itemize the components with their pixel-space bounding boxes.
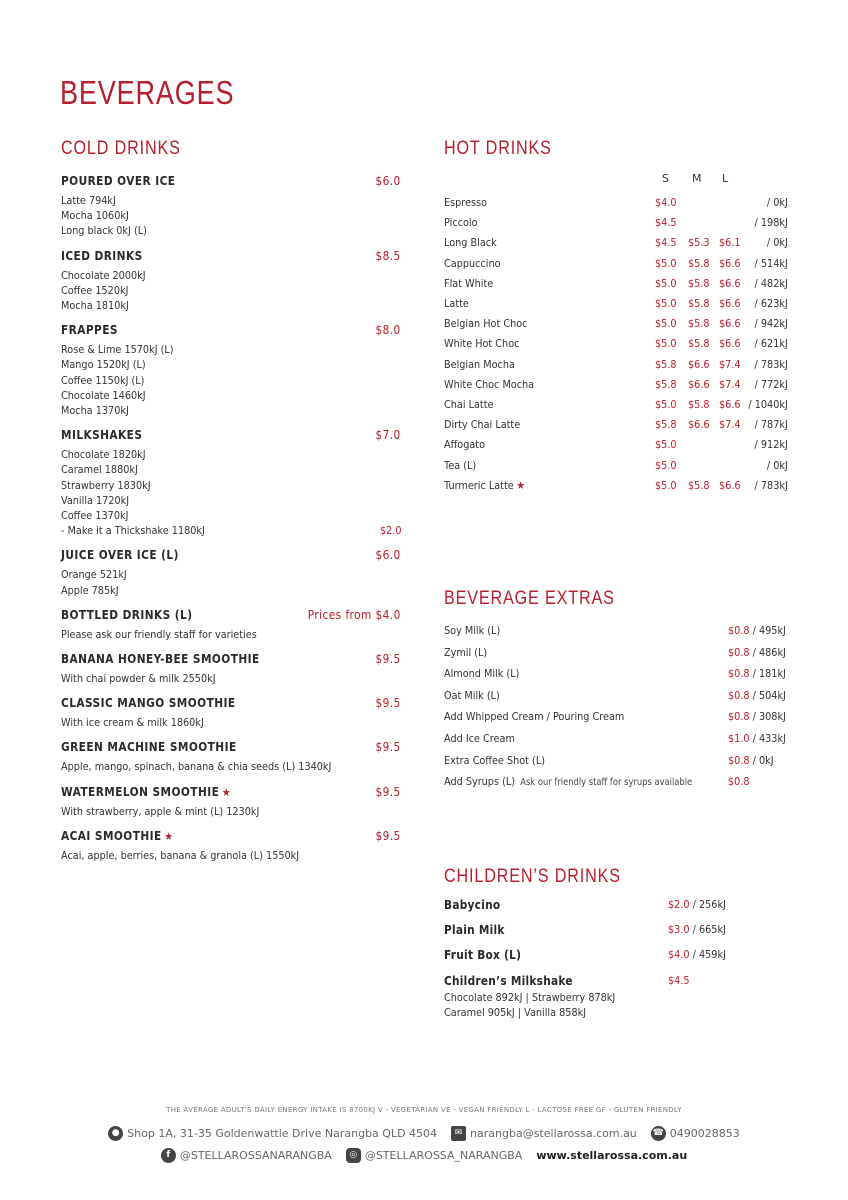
extra-name: [444, 750, 545, 771]
price-s: $5.0: [655, 317, 677, 331]
cold-drink-price: Prices from $4.0: [307, 607, 401, 622]
table-row: [444, 355, 804, 375]
item-text: Latte 794kJ: [61, 194, 116, 207]
item-text: With chai powder & milk 2550kJ: [61, 672, 216, 686]
hot-drink-label: Tea (L): [444, 458, 477, 472]
list-item: [61, 715, 401, 730]
address-item: [108, 1126, 437, 1141]
website-link[interactable]: www.stellarossa.com.au: [536, 1148, 688, 1162]
list-item: [61, 223, 401, 238]
hot-drink-name: [444, 193, 487, 213]
price-s: $5.0: [655, 478, 677, 492]
table-row: [444, 193, 804, 213]
kids-drink-name: Babycino: [444, 898, 501, 912]
cold-drink-name: GREEN MACHINE SMOOTHIE: [61, 740, 237, 755]
hot-drink-name: [444, 233, 497, 253]
hot-drink-name: [444, 435, 485, 455]
energy-value: / 772kJ: [754, 377, 788, 391]
kids-drink-price: [668, 948, 726, 961]
cold-drink-items: [61, 848, 401, 863]
cold-drink-name: FRAPPES: [61, 323, 118, 338]
cold-drink-price: $7.0: [375, 428, 401, 443]
list-item: [61, 283, 401, 298]
cold-drink-header: [61, 650, 401, 669]
cold-drink-header: [61, 606, 401, 625]
facebook-item[interactable]: [161, 1148, 332, 1163]
energy-value: / 181kJ: [749, 667, 786, 681]
item-text: Caramel 1880kJ: [61, 463, 138, 477]
cold-drink-name: BANANA HONEY-BEE SMOOTHIE: [61, 652, 260, 667]
price-m: $5.8: [688, 276, 710, 290]
email-text[interactable]: narangba@stellarossa.com.au: [470, 1126, 637, 1140]
price-value: $0.8: [728, 753, 750, 767]
energy-value: / 308kJ: [749, 710, 786, 724]
price-value: $0.8: [728, 775, 750, 789]
price-s: $5.8: [655, 357, 677, 371]
extra-label: Soy Milk (L): [444, 624, 501, 637]
price-l: $6.6: [719, 478, 741, 492]
cold-drink-name: BOTTLED DRINKS (L): [61, 607, 193, 622]
cold-drink-group: [61, 783, 401, 819]
cold-drink-header: [61, 426, 401, 445]
cold-drink-items: [61, 759, 401, 774]
cold-drink-price: $9.5: [375, 652, 401, 667]
cold-drink-header: [61, 694, 401, 713]
list-item: [61, 447, 401, 462]
extra-price: [728, 620, 786, 641]
item-text: Rose & Lime 1570kJ (L): [61, 343, 174, 357]
energy-value: / 665kJ: [689, 923, 726, 936]
price-m: $5.8: [688, 256, 710, 270]
cold-drink-price: $9.5: [375, 696, 401, 711]
cold-drinks-title: COLD DRINKS: [61, 138, 181, 159]
hot-drink-name: [444, 476, 525, 496]
list-item: [61, 567, 401, 582]
hot-drink-label: Cappuccino: [444, 256, 501, 270]
size-label: M: [692, 172, 702, 185]
item-text: Coffee 1520kJ: [61, 283, 129, 297]
extra-price: [728, 685, 786, 706]
list-item: [61, 462, 401, 477]
item-text: Apple, mango, spinach, banana & chia seeds (L) 1340kJ: [61, 760, 332, 774]
item-text: Mango 1520kJ (L): [61, 358, 146, 372]
extra-price: [728, 750, 774, 771]
hot-drink-name: [444, 314, 527, 334]
table-row: [444, 642, 804, 663]
cold-drink-price: $9.5: [375, 740, 401, 755]
cold-drink-header: [61, 247, 401, 266]
cold-drink-group: [61, 426, 401, 538]
table-row: [444, 274, 804, 294]
price-value: $0.8: [728, 688, 750, 702]
list-item: [61, 478, 401, 493]
list-item: [61, 848, 401, 863]
facebook-text[interactable]: @STELLAROSSANARANGBA: [179, 1148, 332, 1162]
cold-drink-header: [61, 321, 401, 340]
item-text: Vanilla 1720kJ: [61, 493, 130, 507]
item-text: Chocolate 2000kJ: [61, 268, 146, 282]
price-m: $6.6: [688, 418, 710, 432]
cold-drink-group: [61, 738, 401, 774]
cold-drink-items: [61, 804, 401, 819]
list-item: [61, 493, 401, 508]
cold-drink-name: ACAI SMOOTHIE ★: [61, 828, 174, 843]
table-row: [444, 254, 804, 274]
kids-drink-name: Fruit Box (L): [444, 948, 522, 962]
item-text: Chocolate 1460kJ: [61, 388, 146, 402]
price-s: $4.5: [655, 216, 677, 230]
cold-drink-name: MILKSHAKES: [61, 428, 143, 443]
list-item: [61, 508, 401, 523]
energy-value: / 621kJ: [754, 337, 788, 351]
price-m: $6.6: [688, 377, 710, 391]
price-s: $5.0: [655, 276, 677, 290]
energy-value: / 0kJ: [767, 236, 788, 250]
cold-drink-group: [61, 172, 401, 239]
table-row: [444, 771, 804, 792]
kids-drink-name: Plain Milk: [444, 923, 505, 937]
price-value: $0.8: [728, 710, 750, 724]
hot-drink-label: Belgian Hot Choc: [444, 317, 528, 331]
cold-drink-items: [61, 268, 401, 314]
price-value: $1.0: [728, 732, 750, 745]
hot-drink-name: [444, 213, 477, 233]
item-text: Mocha 1060kJ: [61, 209, 129, 223]
hot-drink-name: [444, 294, 469, 314]
price-l: $6.6: [719, 317, 741, 331]
instagram-text[interactable]: @STELLAROSSA_NARANGBA: [364, 1148, 523, 1162]
extra-name: [444, 706, 624, 727]
cold-drink-header: [61, 738, 401, 757]
hot-drink-name: [444, 456, 476, 476]
cold-drink-price: $9.5: [375, 828, 401, 843]
cold-drink-price: $6.0: [375, 548, 401, 563]
cold-drink-name: POURED OVER ICE: [61, 174, 176, 188]
cold-drink-group: [61, 694, 401, 730]
cold-drink-header: [61, 546, 401, 565]
table-row: [444, 663, 804, 684]
cold-drink-group: [61, 247, 401, 314]
table-row: [444, 314, 804, 334]
page-title: BEVERAGES: [60, 74, 235, 111]
extra-label: Almond Milk (L): [444, 667, 520, 681]
price-l: $6.1: [719, 236, 741, 250]
extra-name: [444, 728, 515, 749]
table-row: [444, 294, 804, 314]
hot-drink-label: Espresso: [444, 196, 488, 209]
list-item: [61, 583, 401, 598]
price-value: $2.0: [668, 898, 690, 911]
cold-drink-items: [61, 193, 401, 239]
extra-label: Zymil (L): [444, 645, 488, 659]
facebook-icon: f: [161, 1148, 176, 1163]
extra-price: [728, 728, 786, 749]
star-icon: ★: [164, 829, 174, 843]
hot-drink-name: [444, 375, 534, 395]
table-row: [444, 415, 804, 435]
cold-drink-price: $9.5: [375, 784, 401, 799]
cold-drink-items: [61, 447, 401, 538]
hot-drink-name: [444, 334, 519, 354]
energy-value: / 459kJ: [689, 948, 726, 961]
cold-drink-items: [61, 715, 401, 730]
energy-value: / 783kJ: [754, 478, 788, 492]
item-text: Coffee 1370kJ: [61, 509, 129, 523]
size-label: L: [722, 172, 729, 185]
price-s: $5.0: [655, 337, 677, 351]
hot-drink-name: [444, 274, 493, 294]
kids-drink-price: [668, 898, 726, 911]
energy-value: / 198kJ: [754, 216, 788, 230]
extra-name: [444, 771, 692, 793]
hot-drink-name: [444, 395, 493, 415]
item-text: Apple 785kJ: [61, 583, 119, 597]
price-m: $5.3: [688, 236, 710, 250]
price-l: $7.4: [719, 357, 741, 371]
kids-drink-detail: Chocolate 892kJ | Strawberry 878kJ: [444, 991, 616, 1004]
energy-value: / 504kJ: [749, 688, 786, 702]
list-item: [61, 373, 401, 388]
cold-drink-items: [61, 627, 401, 642]
address-text: Shop 1A, 31-35 Goldenwattle Drive Narangba QLD 4504: [127, 1126, 438, 1140]
kids-drink-detail: Caramel 905kJ | Vanilla 858kJ: [444, 1006, 587, 1019]
list-item: [61, 671, 401, 686]
hot-drink-label: Dirty Chai Latte: [444, 418, 521, 432]
item-text: With ice cream & milk 1860kJ: [61, 716, 204, 730]
extra-price: [728, 706, 786, 727]
list-item: [61, 342, 401, 357]
cold-drink-header: [61, 783, 401, 802]
price-l: $7.4: [719, 377, 741, 391]
list-item: [61, 208, 401, 223]
list-item: [61, 193, 401, 208]
energy-value: / 486kJ: [749, 645, 786, 659]
hot-drinks-title: HOT DRINKS: [444, 138, 552, 159]
list-item: [61, 298, 401, 313]
email-item[interactable]: [451, 1126, 637, 1141]
hot-drink-label: Chai Latte: [444, 398, 494, 411]
cold-drink-price: $8.0: [375, 323, 401, 338]
price-l: $6.6: [719, 297, 741, 310]
star-icon: ★: [516, 478, 526, 492]
cold-drink-name: WATERMELON SMOOTHIE ★: [61, 784, 232, 799]
price-s: $5.0: [655, 256, 677, 270]
price-value: $4.0: [668, 948, 690, 961]
extra-name: [444, 663, 519, 684]
social-line: [0, 1142, 848, 1162]
table-row: [444, 213, 804, 233]
cold-drink-items: [61, 671, 401, 686]
table-row: [444, 728, 804, 749]
cold-drink-items: [61, 567, 401, 597]
item-text: Please ask our friendly staff for varieties: [61, 627, 257, 641]
list-item: [61, 403, 401, 418]
phone-text[interactable]: 0490028853: [669, 1126, 740, 1140]
item-text: Coffee 1150kJ (L): [61, 373, 145, 387]
instagram-icon: ◎: [346, 1148, 361, 1163]
extra-note: Ask our friendly staff for syrups available: [520, 777, 693, 789]
kids-drink-price: [668, 974, 690, 987]
beverage-extras-title: BEVERAGE EXTRAS: [444, 588, 615, 609]
energy-disclaimer: THE AVERAGE ADULT'S DAILY ENERGY INTAKE IS 8700KJ V - VEGETARIAN VE - VEGAN FRIENDLY L - LACTOSE FREE GF - GLUTEN FRIENDLY: [166, 1106, 682, 1114]
energy-value: / 0kJ: [767, 196, 788, 209]
price-m: $5.8: [688, 317, 710, 331]
cold-drink-group: [61, 827, 401, 863]
hot-drink-name: [444, 415, 520, 435]
table-row: [444, 476, 804, 496]
childrens-drinks-title: CHILDREN’S DRINKS: [444, 866, 621, 887]
list-item: [61, 523, 401, 538]
extra-label: Add Ice Cream: [444, 732, 515, 745]
extra-label: Extra Coffee Shot (L): [444, 753, 545, 767]
price-s: $5.0: [655, 398, 677, 411]
price-value: $4.5: [668, 974, 690, 987]
cold-drink-name: JUICE OVER ICE (L): [61, 548, 179, 563]
table-row: [444, 456, 804, 476]
hot-drink-label: White Choc Mocha: [444, 377, 535, 391]
price-s: $5.0: [655, 458, 677, 472]
price-s: $5.0: [655, 438, 677, 452]
table-row: [444, 334, 804, 354]
contact-line: [0, 1120, 848, 1140]
energy-value: / 433kJ: [749, 732, 786, 745]
energy-value: / 783kJ: [754, 357, 788, 371]
hot-drink-label: Turmeric Latte: [444, 478, 514, 492]
item-text: Orange 521kJ: [61, 568, 127, 582]
item-text: Mocha 1810kJ: [61, 299, 129, 313]
item-text: Long black 0kJ (L): [61, 224, 147, 238]
table-row: [444, 233, 804, 253]
item-text: With strawberry, apple & mint (L) 1230kJ: [61, 804, 260, 818]
list-item: [61, 268, 401, 283]
cold-drink-group: [61, 606, 401, 642]
hot-drink-label: Affogato: [444, 438, 486, 452]
hot-drink-label: Piccolo: [444, 216, 478, 230]
price-l: $6.6: [719, 276, 741, 290]
price-m: $5.8: [688, 297, 710, 310]
hot-drink-name: [444, 355, 515, 375]
table-row: [444, 685, 804, 706]
extra-name: [444, 620, 500, 641]
price-s: $5.8: [655, 418, 677, 432]
extra-price: [728, 771, 750, 792]
phone-icon: ☎: [651, 1126, 666, 1141]
table-row: [444, 375, 804, 395]
cold-drink-header: [61, 827, 401, 846]
energy-value: / 942kJ: [754, 317, 788, 331]
hot-drink-name: [444, 254, 501, 274]
kids-drink-price: [668, 923, 726, 936]
cold-drink-name: ICED DRINKS: [61, 248, 143, 263]
price-s: $4.5: [655, 236, 677, 250]
item-text: Mocha 1370kJ: [61, 404, 129, 418]
price-m: $5.8: [688, 398, 710, 411]
table-row: [444, 435, 804, 455]
price-value: $0.8: [728, 667, 750, 681]
price-l: $6.6: [719, 337, 741, 351]
price-value: $0.8: [728, 645, 750, 659]
energy-value: / 623kJ: [754, 297, 788, 310]
cold-drink-name: CLASSIC MANGO SMOOTHIE: [61, 696, 236, 711]
price-s: $5.0: [655, 297, 677, 310]
table-row: [444, 395, 804, 415]
price-value: $3.0: [668, 923, 690, 936]
energy-value: / 495kJ: [749, 624, 786, 637]
price-m: $6.6: [688, 357, 710, 371]
mail-icon: ✉: [451, 1126, 466, 1141]
list-item: [61, 388, 401, 403]
extra-price: [728, 642, 786, 663]
hot-drink-label: White Hot Choc: [444, 337, 520, 351]
price-l: $6.6: [719, 256, 741, 270]
star-icon: ★: [221, 785, 232, 799]
price-s: $4.0: [655, 196, 677, 209]
hot-drink-label: Belgian Mocha: [444, 357, 515, 371]
energy-value: / 514kJ: [754, 256, 788, 270]
extra-label: Add Whipped Cream / Pouring Cream: [444, 710, 625, 724]
item-text: Acai, apple, berries, banana & granola (L) 1550kJ: [61, 848, 300, 862]
item-price: $2.0: [379, 524, 401, 538]
extra-name: [444, 642, 487, 663]
location-pin-icon: ●: [108, 1126, 123, 1141]
cold-drink-group: [61, 321, 401, 418]
list-item: [61, 627, 401, 642]
energy-value: / 0kJ: [749, 753, 774, 767]
energy-value: / 256kJ: [689, 898, 726, 911]
cold-drink-header: [61, 172, 401, 191]
energy-value: / 787kJ: [754, 418, 788, 432]
table-row: [444, 706, 804, 727]
item-text: Chocolate 1820kJ: [61, 448, 146, 462]
kids-drink-name: Children’s Milkshake: [444, 974, 573, 988]
price-m: $5.8: [688, 337, 710, 351]
item-text: Strawberry 1830kJ: [61, 478, 151, 492]
cold-drinks-section: [61, 172, 401, 871]
size-label: S: [662, 172, 669, 185]
list-item: [61, 759, 401, 774]
energy-value: / 912kJ: [754, 438, 788, 452]
instagram-item[interactable]: [346, 1148, 522, 1163]
energy-value: / 1040kJ: [748, 398, 788, 411]
hot-drink-label: Flat White: [444, 276, 494, 290]
cold-drink-group: [61, 546, 401, 597]
extra-price: [728, 663, 786, 684]
list-item: [61, 804, 401, 819]
price-value: $0.8: [728, 624, 750, 637]
list-item: [61, 357, 401, 372]
table-row: [444, 750, 804, 771]
price-l: $7.4: [719, 418, 741, 432]
energy-value: / 0kJ: [767, 458, 788, 472]
table-row: [444, 620, 804, 641]
cold-drink-price: $8.5: [375, 248, 401, 263]
extra-label: Oat Milk (L): [444, 688, 500, 702]
cold-drink-items: [61, 342, 401, 418]
phone-item[interactable]: [651, 1126, 740, 1141]
cold-drink-price: $6.0: [375, 174, 401, 188]
price-s: $5.8: [655, 377, 677, 391]
cold-drink-group: [61, 650, 401, 686]
item-text: - Make it a Thickshake 1180kJ: [61, 524, 205, 538]
energy-value: / 482kJ: [754, 276, 788, 290]
price-l: $6.6: [719, 398, 741, 411]
hot-drink-label: Latte: [444, 297, 469, 310]
extra-name: [444, 685, 500, 706]
price-m: $5.8: [688, 478, 710, 492]
extra-label: Add Syrups (L): [444, 775, 516, 789]
hot-drink-label: Long Black: [444, 236, 497, 250]
